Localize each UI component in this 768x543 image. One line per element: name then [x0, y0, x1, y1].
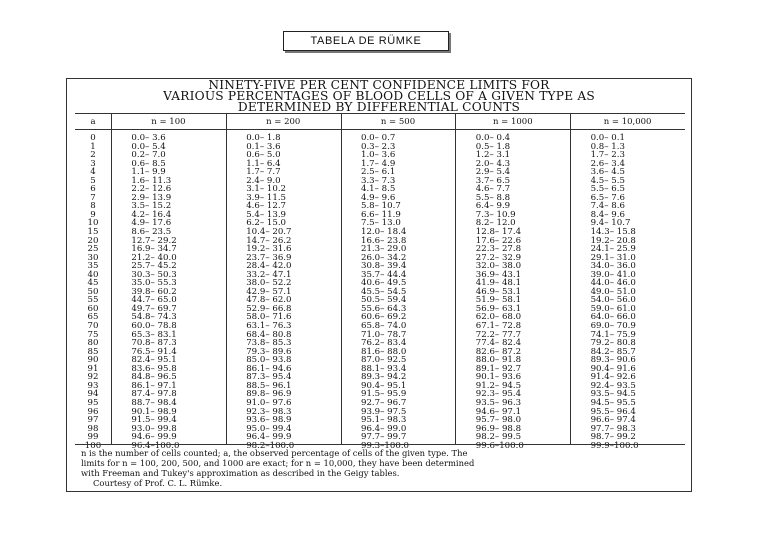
limit-range-text: 27.2– 32.9	[475, 252, 522, 263]
cell-a-value: 100	[84, 440, 102, 451]
limit-range-text: 41.9– 48.1	[475, 278, 522, 289]
limit-range-text: 38.0– 52.2	[246, 278, 292, 289]
cell-a-value: 75	[87, 329, 99, 340]
limit-range-text: 4.2– 16.4	[131, 209, 172, 220]
column-header-n100: n = 100	[151, 116, 186, 127]
cell-a-value: 40	[87, 269, 99, 280]
limit-range-text: 1.7– 7.7	[246, 167, 281, 178]
cell-confidence-limit	[226, 143, 341, 152]
limit-range-text: 54.8– 74.3	[131, 312, 177, 323]
limit-range-text: 2.9– 5.4	[475, 167, 511, 178]
limit-range-text: 93.5– 96.3	[475, 397, 522, 408]
limit-range-text: 3.6– 4.5	[590, 167, 625, 178]
limit-range-text: 1.1– 6.4	[246, 158, 281, 169]
limit-range-text: 68.4– 80.8	[246, 329, 292, 340]
cell-a-value: 30	[87, 252, 99, 263]
limit-range-text: 8.4– 9.6	[590, 209, 625, 220]
limit-range-text: 33.2– 47.1	[246, 269, 292, 280]
cell-confidence-limit	[455, 143, 570, 152]
limit-range-text: 8.2– 12.0	[475, 218, 516, 229]
limit-range-text: 0.0– 5.4	[131, 141, 166, 152]
limit-range-text: 87.3– 95.4	[246, 372, 292, 383]
limit-range-text: 79.2– 80.8	[590, 338, 636, 349]
limit-range-text: 39.8– 60.2	[131, 286, 177, 297]
limit-range-text: 2.2– 12.6	[131, 184, 172, 195]
limit-range-text: 0.6– 5.0	[246, 150, 281, 161]
limit-range-text: 21.2– 40.0	[131, 252, 177, 263]
limit-range-text: 95.7– 98.0	[475, 415, 522, 426]
limit-range-text: 87.4– 97.8	[131, 389, 177, 400]
limit-range-text: 5.5– 6.5	[590, 184, 625, 195]
limit-range-text: 49.7– 69.7	[131, 303, 177, 314]
limit-range-text: 92.4– 93.5	[590, 380, 636, 391]
limit-range-text: 1.6– 11.3	[131, 175, 172, 186]
cell-a-value: 60	[87, 303, 99, 314]
limit-range-text: 54.0– 56.0	[590, 295, 636, 306]
limit-range-text: 4.5– 5.5	[590, 175, 625, 186]
footnote-line: with Freeman and Tukey's approximation as described in the Geigy tables.	[81, 468, 400, 478]
limit-range-text: 6.6– 11.9	[360, 209, 401, 220]
cell-a-value: 80	[87, 338, 99, 349]
limit-range-text: 50.5– 59.4	[360, 295, 407, 306]
limit-range-text: 74.1– 75.9	[590, 329, 636, 340]
cell-a-value: 50	[87, 286, 99, 297]
limit-range-text: 0.3– 2.3	[360, 141, 396, 152]
limit-range-text: 79.3– 89.6	[246, 346, 292, 357]
limit-range-text: 88.7– 98.4	[131, 397, 177, 408]
limit-range-text: 91.0– 97.6	[246, 397, 292, 408]
limit-range-text: 2.4– 9.0	[246, 175, 281, 186]
limit-range-text: 5.4– 13.9	[246, 209, 287, 220]
limit-range-text: 34.0– 36.0	[590, 261, 636, 272]
limit-range-text: 21.3– 29.0	[360, 244, 407, 255]
limit-range-text: 14.7– 26.2	[246, 235, 292, 246]
limit-range-text: 7.3– 10.9	[475, 209, 516, 220]
limit-range-text: 95.5– 96.4	[590, 406, 636, 417]
limit-range-text: 92.7– 96.7	[360, 397, 407, 408]
table-header-row	[75, 116, 685, 127]
cell-a-value: 93	[87, 380, 99, 391]
limit-range-text: 90.4– 91.6	[590, 363, 636, 374]
limit-range-text: 1.7– 4.9	[360, 158, 396, 169]
cell-a-value: 5	[90, 175, 96, 186]
cell-a-value: 9	[90, 209, 96, 220]
cell-a-value: 90	[87, 355, 99, 366]
heading-line: NINETY-FIVE PER CENT CONFIDENCE LIMITS FOR	[208, 78, 550, 92]
cell-confidence-limit	[570, 177, 685, 186]
limit-range-text: 5.8– 10.7	[360, 201, 401, 212]
cell-confidence-limit	[570, 134, 685, 143]
limit-range-text: 0.0– 0.4	[475, 133, 511, 143]
limit-range-text: 24.1– 25.9	[590, 244, 636, 255]
table-footnote	[81, 448, 681, 488]
limit-range-text: 86.1– 94.6	[246, 363, 292, 374]
cell-a-value: 10	[87, 218, 99, 229]
limit-range-text: 81.6– 88.0	[360, 346, 407, 357]
limit-range-text: 88.5– 96.1	[246, 380, 292, 391]
column-header-n1000: n = 1000	[492, 116, 533, 127]
limit-range-text: 35.0– 55.3	[131, 278, 177, 289]
limit-range-text: 89.3– 94.2	[360, 372, 407, 383]
limit-range-text: 0.8– 1.3	[590, 141, 625, 152]
limit-range-text: 4.1– 8.5	[360, 184, 396, 195]
limit-range-text: 0.6– 8.5	[131, 158, 166, 169]
limit-range-text: 0.0– 1.8	[246, 133, 281, 143]
cell-confidence-limit	[570, 151, 685, 160]
limit-range-text: 0.0– 3.6	[131, 133, 166, 143]
limit-range-text: 63.1– 76.3	[246, 321, 292, 332]
limit-range-text: 99.3–100.0	[360, 440, 410, 451]
cell-a-value: 91	[87, 363, 99, 374]
limit-range-text: 2.5– 6.1	[360, 167, 396, 178]
cell-a-value: 92	[87, 372, 99, 383]
limit-range-text: 91.5– 99.4	[131, 415, 177, 426]
column-header-n200: n = 200	[266, 116, 301, 127]
limit-range-text: 69.0– 70.9	[590, 321, 636, 332]
scanned-table-page	[66, 78, 692, 492]
document-label: TABELA DE RÜMKE	[283, 31, 449, 51]
table-heading	[67, 80, 691, 113]
limit-range-text: 70.8– 87.3	[131, 338, 177, 349]
footnote-line: limits for n = 100, 200, 500, and 1000 are exact; for n = 10,000, they have been determined	[81, 458, 475, 468]
limit-range-text: 96.4– 99.9	[246, 432, 292, 443]
limit-range-text: 93.9– 97.5	[360, 406, 407, 417]
limit-range-text: 19.2– 31.6	[246, 244, 292, 255]
limit-range-text: 93.5– 94.5	[590, 389, 636, 400]
cell-confidence-limit	[455, 160, 570, 169]
limit-range-text: 93.0– 99.8	[131, 423, 177, 434]
limit-range-text: 0.2– 7.0	[131, 150, 166, 161]
limit-range-text: 14.3– 15.8	[590, 227, 636, 238]
limit-range-text: 6.4– 9.9	[475, 201, 511, 212]
table-bottom-rule	[75, 444, 685, 445]
limit-range-text: 28.4– 42.0	[246, 261, 292, 272]
limit-range-text: 83.6– 95.8	[131, 363, 177, 374]
footnote-line: Courtesy of Prof. C. L. Rümke.	[93, 478, 223, 488]
limit-range-text: 86.1– 97.1	[131, 380, 177, 391]
limit-range-text: 8.6– 23.5	[131, 227, 172, 238]
limit-range-text: 96.4– 99.0	[360, 423, 407, 434]
cell-a-value: 45	[87, 278, 99, 289]
limit-range-text: 1.7– 2.3	[590, 150, 625, 161]
cell-confidence-limit	[341, 168, 456, 177]
limit-range-text: 89.1– 92.7	[475, 363, 522, 374]
limit-range-text: 10.4– 20.7	[246, 227, 292, 238]
limit-range-text: 1.2– 3.1	[475, 150, 511, 161]
limit-range-text: 94.5– 95.5	[590, 397, 636, 408]
cell-confidence-limit	[341, 177, 456, 186]
limit-range-text: 3.9– 11.5	[246, 192, 287, 203]
limit-range-text: 16.6– 23.8	[360, 235, 407, 246]
cell-confidence-limit	[341, 134, 456, 143]
limit-range-text: 96.4–100.0	[131, 440, 180, 451]
limit-range-text: 76.2– 83.4	[360, 338, 407, 349]
limit-range-text: 99.9–100.0	[590, 440, 639, 451]
limit-range-text: 4.9– 17.6	[131, 218, 172, 229]
cell-confidence-limit	[455, 194, 570, 203]
cell-confidence-limit	[226, 151, 341, 160]
limit-range-text: 25.7– 45.2	[131, 261, 177, 272]
limit-range-text: 56.9– 63.1	[475, 303, 522, 314]
limit-range-text: 47.8– 62.0	[246, 295, 292, 306]
limit-range-text: 2.0– 4.3	[475, 158, 511, 169]
cell-a-value: 4	[90, 167, 96, 178]
cell-a-value: 20	[87, 235, 99, 246]
cell-a-value: 6	[90, 184, 96, 195]
cell-a-value: 15	[87, 227, 99, 238]
cell-a-value: 97	[87, 415, 99, 426]
cell-a-value: 65	[87, 312, 99, 323]
limit-range-text: 85.0– 93.8	[246, 355, 292, 366]
limit-range-text: 89.8– 96.9	[246, 389, 292, 400]
limit-range-text: 3.5– 15.2	[131, 201, 172, 212]
column-header-n10000: n = 10,000	[603, 116, 652, 127]
limit-range-text: 1.0– 3.6	[360, 150, 396, 161]
limit-range-text: 98.7– 99.2	[590, 432, 636, 443]
limit-range-text: 44.7– 65.0	[131, 295, 177, 306]
cell-a-value: 96	[87, 406, 99, 417]
cell-a-value: 99	[87, 432, 99, 443]
table-top-rule	[75, 113, 685, 114]
limit-range-text: 95.1– 98.3	[360, 415, 407, 426]
limit-range-text: 58.0– 71.6	[246, 312, 292, 323]
cell-confidence-limit	[226, 160, 341, 169]
limit-range-text: 22.3– 27.8	[475, 244, 522, 255]
limit-range-text: 49.0– 51.0	[590, 286, 636, 297]
limit-range-text: 98.2–100.0	[246, 440, 295, 451]
limit-range-text: 1.1– 9.9	[131, 167, 166, 178]
limit-range-text: 97.7– 98.3	[590, 423, 636, 434]
limit-range-text: 12.8– 17.4	[475, 227, 522, 238]
cell-confidence-limit	[570, 160, 685, 169]
limit-range-text: 29.1– 31.0	[590, 252, 636, 263]
limit-range-text: 16.9– 34.7	[131, 244, 177, 255]
limit-range-text: 40.6– 49.5	[360, 278, 407, 289]
cell-confidence-limit	[455, 151, 570, 160]
limit-range-text: 52.9– 66.8	[246, 303, 292, 314]
limit-range-text: 42.9– 57.1	[246, 286, 292, 297]
limit-range-text: 91.2– 94.5	[475, 380, 522, 391]
limit-range-text: 2.9– 13.9	[131, 192, 172, 203]
cell-a-value: 0	[90, 133, 96, 143]
limit-range-text: 6.5– 7.6	[590, 192, 625, 203]
limit-range-text: 0.5– 1.8	[475, 141, 511, 152]
limit-range-text: 35.7– 44.4	[360, 269, 407, 280]
cell-confidence-limit	[455, 168, 570, 177]
cell-confidence-limit	[111, 151, 226, 160]
limit-range-text: 19.2– 20.8	[590, 235, 636, 246]
limit-range-text: 45.5– 54.5	[360, 286, 407, 297]
limit-range-text: 96.6– 97.4	[590, 415, 636, 426]
limit-range-text: 91.4– 92.6	[590, 372, 636, 383]
table-body	[75, 134, 685, 450]
limit-range-text: 76.5– 91.4	[131, 346, 177, 357]
limit-range-text: 62.0– 68.0	[475, 312, 522, 323]
limit-range-text: 82.4– 95.1	[131, 355, 177, 366]
limit-range-text: 7.4– 8.6	[590, 201, 625, 212]
limit-range-text: 26.0– 34.2	[360, 252, 407, 263]
limit-range-text: 90.4– 95.1	[360, 380, 407, 391]
limit-range-text: 84.8– 96.5	[131, 372, 177, 383]
cell-confidence-limit	[570, 168, 685, 177]
limit-range-text: 7.5– 13.0	[360, 218, 401, 229]
limit-range-text: 90.1– 93.6	[475, 372, 522, 383]
limit-range-text: 90.1– 98.9	[131, 406, 177, 417]
cell-a-value: 7	[90, 192, 96, 203]
limit-range-text: 60.0– 78.8	[131, 321, 177, 332]
cell-confidence-limit	[455, 185, 570, 194]
limit-range-text: 65.3– 83.1	[131, 329, 177, 340]
cell-confidence-limit	[455, 177, 570, 186]
cell-confidence-limit	[455, 134, 570, 143]
cell-a-value: 98	[87, 423, 99, 434]
limit-range-text: 0.0– 0.7	[360, 133, 396, 143]
cell-confidence-limit	[570, 202, 685, 211]
footnote-line: n is the number of cells counted; a, the observed percentage of cells of the given type. The	[81, 448, 468, 458]
limit-range-text: 60.6– 69.2	[360, 312, 407, 323]
limit-range-text: 3.3– 7.3	[360, 175, 396, 186]
cell-confidence-limit	[341, 143, 456, 152]
limit-range-text: 4.6– 12.7	[246, 201, 287, 212]
limit-range-text: 23.7– 36.9	[246, 252, 292, 263]
cell-confidence-limit	[570, 143, 685, 152]
heading-line: DETERMINED BY DIFFERENTIAL COUNTS	[237, 100, 521, 114]
limit-range-text: 46.9– 53.1	[475, 286, 522, 297]
limit-range-text: 99.6–100.0	[475, 440, 524, 451]
table-header-rule	[75, 129, 685, 130]
limit-range-text: 97.7– 99.7	[360, 432, 407, 443]
limit-range-text: 77.4– 82.4	[475, 338, 522, 349]
cell-a-value: 35	[87, 261, 99, 272]
cell-confidence-limit	[341, 185, 456, 194]
limit-range-text: 92.3– 95.4	[475, 389, 522, 400]
limit-range-text: 82.6– 87.2	[475, 346, 522, 357]
limit-range-text: 0.1– 3.6	[246, 141, 281, 152]
limit-range-text: 44.0– 46.0	[590, 278, 636, 289]
cell-a-value: 55	[87, 295, 99, 306]
limit-range-text: 87.0– 92.5	[360, 355, 407, 366]
cell-confidence-limit	[570, 194, 685, 203]
cell-confidence-limit	[341, 151, 456, 160]
cell-confidence-limit	[341, 160, 456, 169]
cell-a-value: 2	[90, 150, 96, 161]
limit-range-text: 30.8– 39.4	[360, 261, 407, 272]
cell-confidence-limit	[226, 134, 341, 143]
cell-confidence-limit	[111, 134, 226, 143]
cell-confidence-limit	[111, 160, 226, 169]
limit-range-text: 64.0– 66.0	[590, 312, 636, 323]
limit-range-text: 32.0– 38.0	[475, 261, 522, 272]
limit-range-text: 95.0– 99.4	[246, 423, 292, 434]
limit-range-text: 51.9– 58.1	[475, 295, 522, 306]
cell-a-value: 8	[90, 201, 96, 212]
cell-a-value: 70	[87, 321, 99, 332]
limit-range-text: 30.3– 50.3	[131, 269, 177, 280]
limit-range-text: 12.7– 29.2	[131, 235, 177, 246]
limit-range-text: 3.7– 6.5	[475, 175, 511, 186]
heading-line: VARIOUS PERCENTAGES OF BLOOD CELLS OF A GIVEN TYPE AS	[163, 89, 595, 103]
limit-range-text: 39.0– 41.0	[590, 269, 636, 280]
cell-a-value: 3	[90, 158, 96, 169]
limit-range-text: 92.3– 98.3	[246, 406, 292, 417]
limit-range-text: 2.6– 3.4	[590, 158, 625, 169]
limit-range-text: 73.8– 85.3	[246, 338, 292, 349]
limit-range-text: 36.9– 43.1	[475, 269, 522, 280]
limit-range-text: 12.0– 18.4	[360, 227, 407, 238]
limit-range-text: 96.9– 98.8	[475, 423, 522, 434]
limit-range-text: 94.6– 97.1	[475, 406, 522, 417]
limit-range-text: 98.2– 99.5	[475, 432, 522, 443]
limit-range-text: 89.3– 90.6	[590, 355, 636, 366]
limit-range-text: 72.2– 77.7	[475, 329, 522, 340]
limit-range-text: 88.1– 93.4	[360, 363, 407, 374]
limit-range-text: 71.0– 78.7	[360, 329, 407, 340]
cell-a-value: 94	[87, 389, 99, 400]
limit-range-text: 4.9– 9.6	[360, 192, 396, 203]
cell-confidence-limit	[111, 143, 226, 152]
limit-range-text: 3.1– 10.2	[246, 184, 287, 195]
cell-a-value: 25	[87, 244, 99, 255]
limit-range-text: 84.2– 85.7	[590, 346, 636, 357]
cell-a-value: 95	[87, 397, 99, 408]
limit-range-text: 4.6– 7.7	[475, 184, 511, 195]
limit-range-text: 93.6– 98.9	[246, 415, 292, 426]
limit-range-text: 55.6– 64.3	[360, 303, 407, 314]
limit-range-text: 6.2– 15.0	[246, 218, 287, 229]
limit-range-text: 5.5– 8.8	[475, 192, 511, 203]
limit-range-text: 17.6– 22.6	[475, 235, 522, 246]
cell-a-value: 85	[87, 346, 99, 357]
limit-range-text: 9.4– 10.7	[590, 218, 631, 229]
limit-range-text: 0.0– 0.1	[590, 133, 625, 143]
limit-range-text: 94.6– 99.9	[131, 432, 177, 443]
cell-confidence-limit	[226, 168, 341, 177]
limit-range-text: 67.1– 72.8	[475, 321, 522, 332]
limit-range-text: 91.5– 95.9	[360, 389, 407, 400]
limit-range-text: 59.0– 61.0	[590, 303, 636, 314]
column-header-a: a	[90, 116, 96, 127]
limit-range-text: 65.8– 74.0	[360, 321, 407, 332]
column-header-n500: n = 500	[380, 116, 416, 127]
limit-range-text: 88.0– 91.8	[475, 355, 522, 366]
cell-confidence-limit	[570, 185, 685, 194]
cell-a-value: 1	[90, 141, 96, 152]
